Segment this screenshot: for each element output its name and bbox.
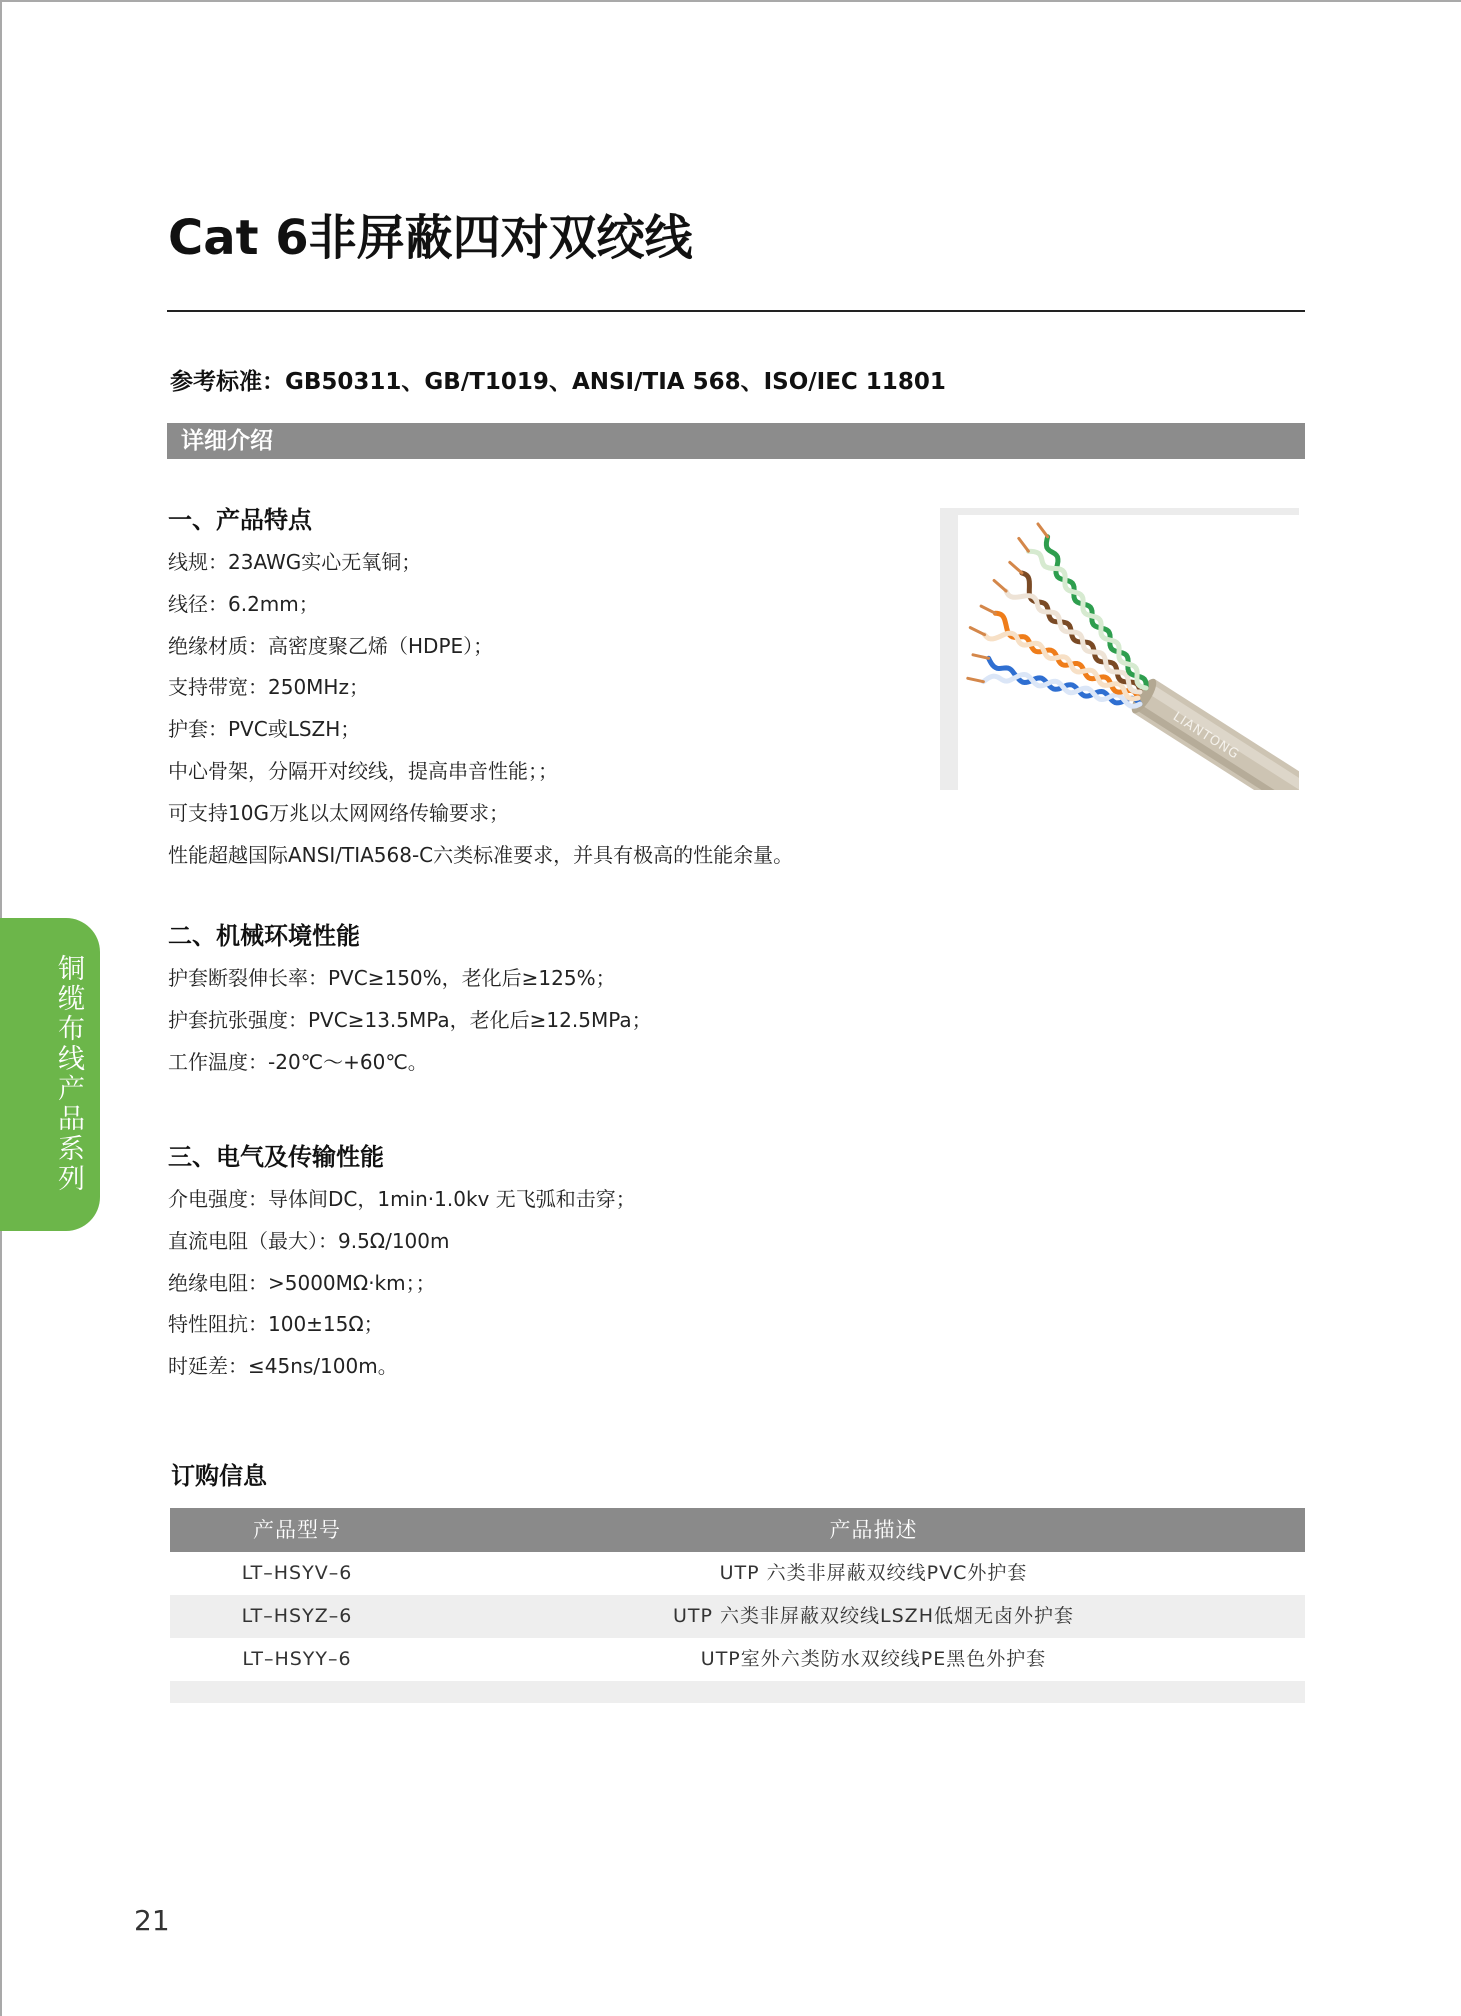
section-heading: 一、产品特点 [168,506,312,534]
section-product-features [168,504,928,876]
model-cell: LT–HSYZ–6 [241,1605,353,1627]
table-row [170,1552,1305,1595]
order-info-heading: 订购信息 [171,1462,267,1490]
list-item: 介电强度：导体间DC，1min·1.0kv 无飞弧和击穿； [168,1187,636,1211]
list-item: 护套断裂伸长率：PVC≥150%，老化后≥125%； [168,966,616,990]
page-border-top [0,0,1461,2]
feature-list [168,1179,928,1388]
list-item: 线规：23AWG实心无氧铜； [168,550,422,574]
list-item: 直流电阻（最大）：9.5Ω/100m [168,1228,450,1253]
detail-section-label: 详细介绍 [181,428,273,454]
title-divider [167,310,1305,312]
detail-section-bar [167,423,1305,459]
model-cell: LT–HSYV–6 [241,1562,353,1584]
list-item: 线径：6.2mm； [168,591,319,616]
category-side-tab [0,918,100,1231]
section-heading: 三、电气及传输性能 [168,1143,384,1171]
feature-list [168,542,928,876]
list-item: 中心骨架，分隔开对绞线，提高串音性能；； [168,758,558,783]
column-header-description: 产品描述 [829,1518,918,1542]
list-item: 特性阻抗：100±15Ω； [168,1312,384,1337]
cable-product-image [940,508,1299,790]
list-item: 绝缘电阻：>5000MΩ·km；； [168,1270,436,1295]
reference-standards: 参考标准：GB50311、GB/T1019、ANSI/TIA 568、ISO/IEC 11801 [170,369,946,395]
description-cell: UTP 六类非屏蔽双绞线PVC外护套 [719,1562,1028,1584]
image-frame-top [940,508,1299,515]
order-table [170,1508,1305,1703]
description-cell: UTP 六类非屏蔽双绞线LSZH低烟无卤外护套 [673,1605,1074,1627]
section-electrical-transmission [168,1141,928,1388]
column-header-model: 产品型号 [253,1518,341,1542]
list-item: 性能超越国际ANSI/TIA568-C六类标准要求，并具有极高的性能余量。 [168,842,794,867]
table-row [170,1638,1305,1681]
list-item: 护套抗张强度：PVC≥13.5MPa，老化后≥12.5MPa； [168,1007,652,1032]
image-frame-left [940,508,958,790]
list-item: 可支持10G万兆以太网网络传输要求； [168,800,509,825]
list-item: 护套：PVC或LSZH； [168,717,361,742]
table-empty-row [170,1681,1305,1703]
feature-list [168,958,928,1083]
model-cell: LT–HSYY–6 [242,1648,352,1670]
page-number: 21 [134,1904,170,1937]
list-item: 时延差：≤45ns/100m。 [168,1354,398,1379]
list-item: 支持带宽：250MHz； [168,675,369,700]
list-item: 工作温度：-20℃～+60℃。 [168,1049,428,1074]
description-cell: UTP室外六类防水双绞线PE黑色外护套 [700,1648,1047,1670]
category-side-tab-label: 铜缆布线产品系列 [53,954,84,1194]
list-item: 绝缘材质：高密度聚乙烯（HDPE）； [168,633,494,658]
page-title: Cat 6非屏蔽四对双绞线 [168,210,693,266]
table-row [170,1595,1305,1638]
table-header-row [170,1508,1305,1552]
section-mechanical-environment [168,920,928,1083]
section-heading: 二、机械环境性能 [168,922,360,950]
jacket-brand-text: LIANTONG [1170,709,1242,763]
